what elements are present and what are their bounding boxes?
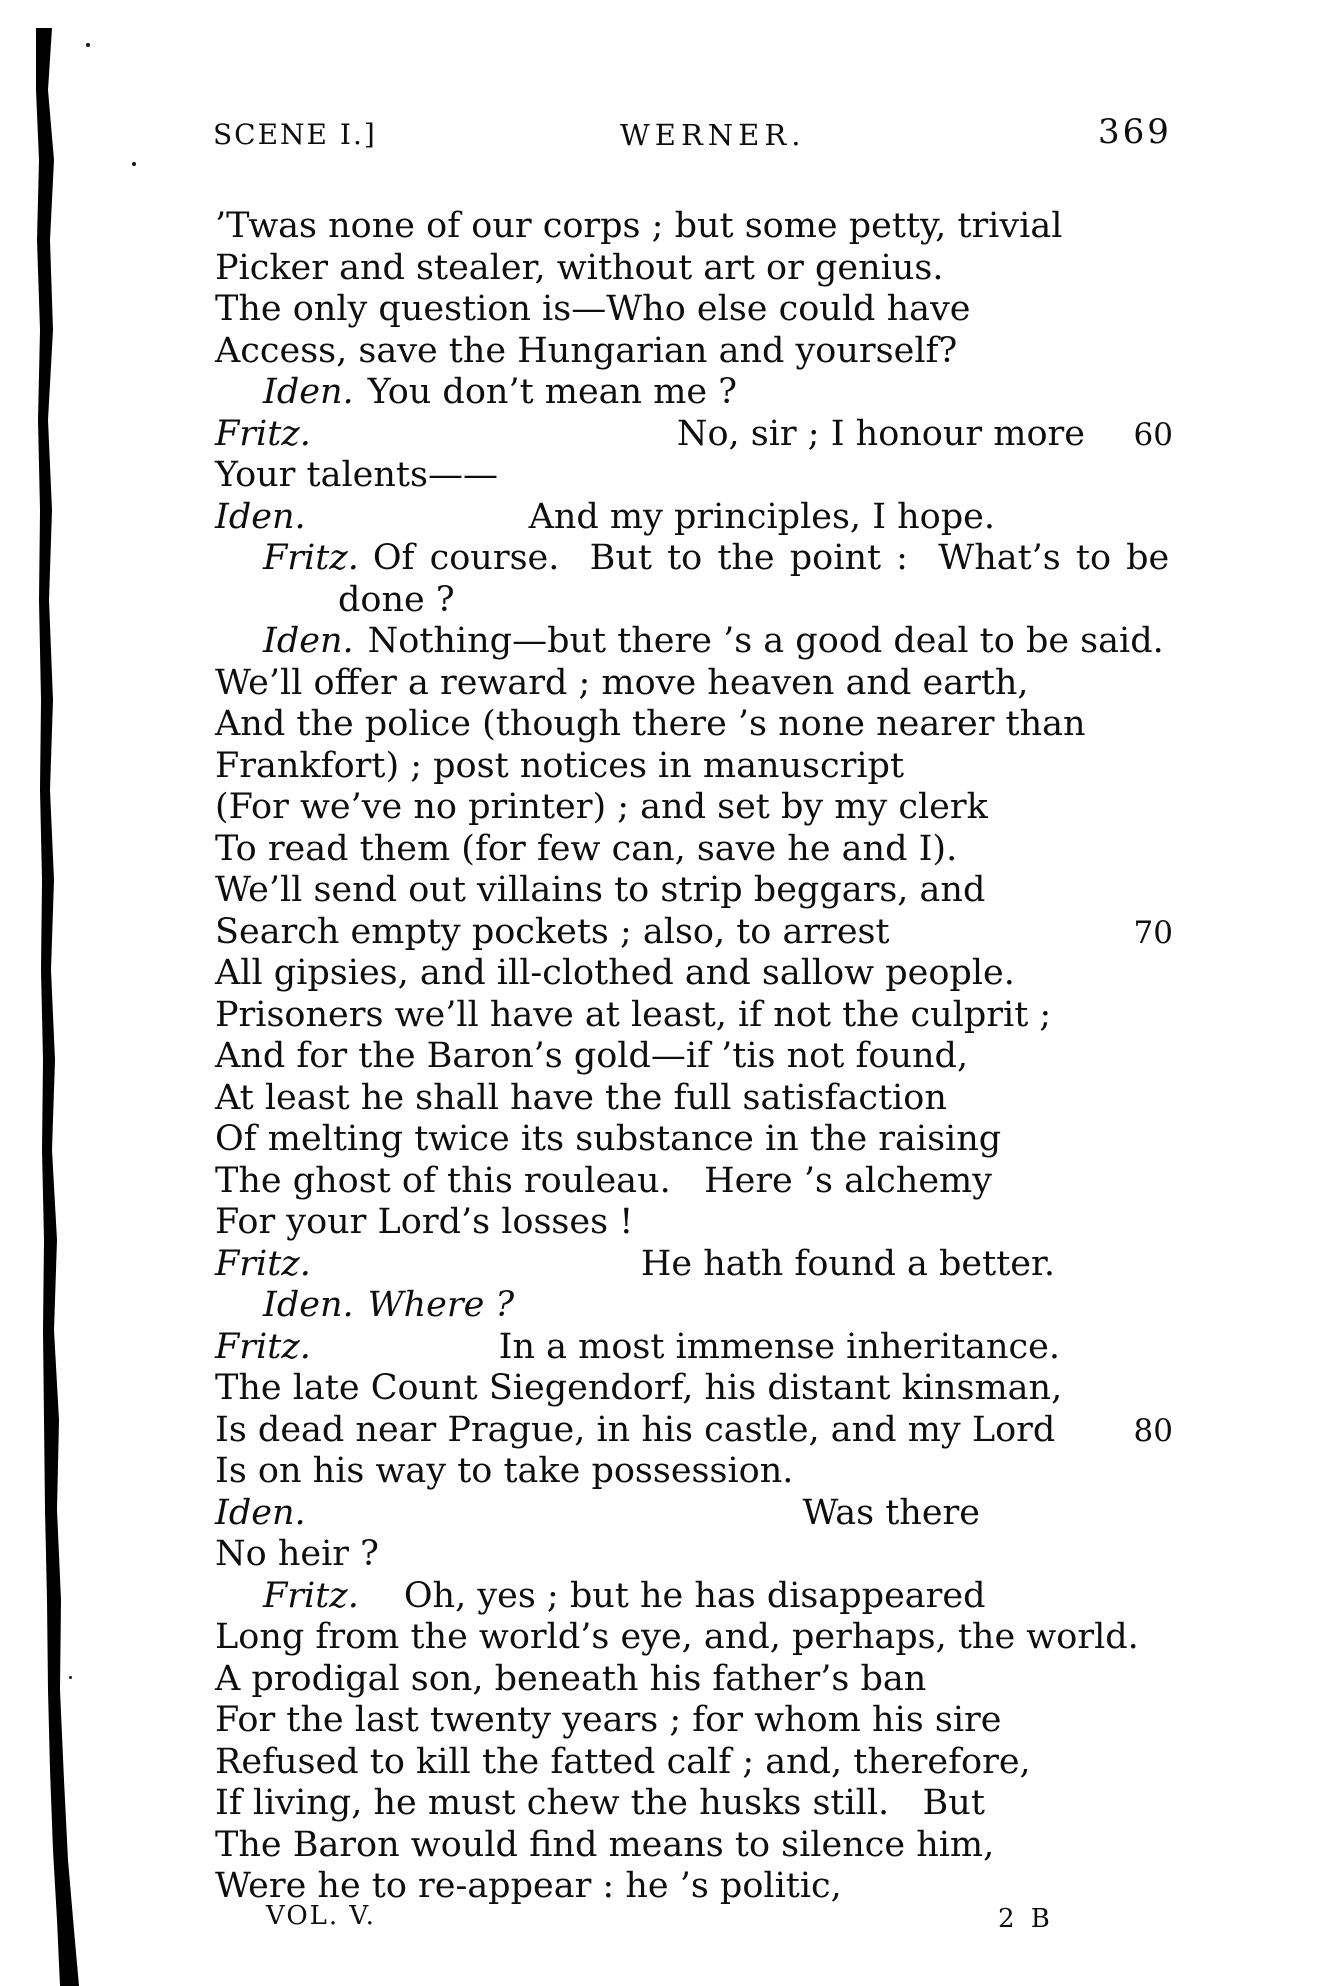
speaker-name: Iden. xyxy=(263,372,354,412)
verse-line xyxy=(215,1783,1173,1825)
scan-speck xyxy=(132,162,136,166)
scan-speck xyxy=(86,43,90,47)
dialogue-line xyxy=(215,1576,1173,1618)
verse-line xyxy=(215,1161,1173,1203)
verse-line xyxy=(215,1119,1173,1161)
verse-line xyxy=(215,1534,1173,1576)
verse-text: Access, save the Hungarian and yourself? xyxy=(215,330,958,371)
speaker-name: Iden. xyxy=(263,1285,354,1325)
dialogue-line xyxy=(215,621,1173,663)
verse-line xyxy=(215,289,1173,331)
verse-text: Frankfort) ; post notices in manuscript xyxy=(215,745,905,786)
verse-text: No heir ? xyxy=(215,1534,379,1574)
line-number: 60 xyxy=(1133,416,1173,453)
dialogue-line xyxy=(215,538,1173,580)
dialogue-line xyxy=(215,414,1173,456)
speaker-name: Fritz. xyxy=(215,1326,311,1367)
page-number: 369 xyxy=(1098,112,1172,152)
verse-text: A prodigal son, beneath his father’s ban xyxy=(215,1658,927,1699)
verse-line xyxy=(215,829,1173,871)
verse-text: Prisoners we’ll have at least, if not the culprit ; xyxy=(215,994,1052,1035)
verse-line xyxy=(215,1659,1173,1701)
speaker-name: Iden. xyxy=(215,1492,306,1533)
verse-text: For the last twenty years ; for whom his sire xyxy=(215,1700,1002,1740)
verse-text: For your Lord’s losses ! xyxy=(215,1202,634,1242)
verse-text: To read them (for few can, save he and I). xyxy=(215,828,958,869)
play-text xyxy=(215,206,1173,1908)
verse-text: The Baron would find means to silence him, xyxy=(215,1824,995,1865)
verse-text: And the police (though there ’s none nearer than xyxy=(215,704,1086,744)
verse-line xyxy=(215,1617,1173,1659)
dialogue-line xyxy=(215,1493,1173,1535)
verse-text: Oh, yes ; but he has disappeared xyxy=(403,1575,986,1616)
signature-mark: 2 B xyxy=(998,1904,1054,1934)
verse-line xyxy=(215,663,1173,705)
verse-text: Search empty pockets ; also, to arrest xyxy=(215,911,890,952)
scene-label: SCENE I.] xyxy=(213,118,377,151)
verse-text: We’ll send out villains to strip beggars, and xyxy=(215,870,986,910)
verse-line xyxy=(215,1410,1173,1452)
speaker-name: Fritz. xyxy=(215,1243,311,1284)
verse-text: Was there xyxy=(802,1492,980,1533)
dialogue-line xyxy=(215,1327,1173,1369)
speaker-name: Fritz. xyxy=(263,538,359,578)
verse-line xyxy=(215,1202,1173,1244)
verse-text: Is dead near Prague, in his castle, and my Lord xyxy=(215,1409,1056,1450)
verse-line xyxy=(215,331,1173,373)
speaker-name: Fritz. xyxy=(263,1575,359,1616)
running-title: WERNER. xyxy=(620,118,806,152)
verse-text: Refused to kill the fatted calf ; and, therefore, xyxy=(215,1741,1031,1782)
binding-strip xyxy=(36,28,79,1986)
verse-text: Picker and stealer, without art or genius. xyxy=(215,247,944,288)
verse-line xyxy=(215,1825,1173,1867)
verse-text: In a most immense inheritance. xyxy=(498,1326,1060,1367)
verse-text: Where ? xyxy=(367,1285,515,1325)
speaker-name: Fritz. xyxy=(215,413,311,454)
speaker-name: Iden. xyxy=(215,496,306,537)
verse-text: The ghost of this rouleau. Here ’s alchemy xyxy=(215,1160,992,1201)
verse-text: At least he shall have the full satisfaction xyxy=(215,1077,947,1118)
verse-line xyxy=(215,248,1173,290)
verse-text: He hath found a better. xyxy=(640,1243,1055,1284)
verse-line xyxy=(215,455,1173,497)
verse-line xyxy=(215,1451,1173,1493)
verse-line xyxy=(215,580,1173,622)
verse-text: Nothing—but there ’s a good deal to be said. xyxy=(367,621,1164,661)
scan-speck xyxy=(69,1676,72,1679)
verse-text: And my principles, I hope. xyxy=(528,496,995,537)
dialogue-line xyxy=(215,1244,1173,1286)
verse-text: Is on his way to take possession. xyxy=(215,1451,794,1491)
verse-text: Your talents—— xyxy=(215,455,498,495)
verse-line xyxy=(215,704,1173,746)
line-number: 80 xyxy=(1133,1412,1173,1449)
line-number: 70 xyxy=(1133,914,1173,951)
verse-text: Of melting twice its substance in the raising xyxy=(215,1119,1002,1159)
verse-line xyxy=(215,206,1173,248)
verse-text: Long from the world’s eye, and, perhaps, the world. xyxy=(215,1617,1139,1657)
verse-line xyxy=(215,995,1173,1037)
dialogue-line xyxy=(215,497,1173,539)
verse-text: All gipsies, and ill-clothed and sallow people. xyxy=(215,953,1015,993)
verse-text: And for the Baron’s gold—if ’tis not found, xyxy=(215,1036,969,1076)
verse-line xyxy=(215,1036,1173,1078)
verse-text: You don’t mean me ? xyxy=(367,372,737,412)
verse-line xyxy=(215,1742,1173,1784)
verse-text: We’ll offer a reward ; move heaven and earth, xyxy=(215,662,1029,703)
verse-text: The late Count Siegendorf, his distant kinsman, xyxy=(215,1368,1063,1408)
dialogue-line xyxy=(215,372,1173,414)
speaker-name: Iden. xyxy=(263,621,354,661)
verse-text: The only question is—Who else could have xyxy=(215,289,971,329)
verse-text: If living, he must chew the husks still. But xyxy=(215,1783,985,1823)
verse-line xyxy=(215,953,1173,995)
verse-line xyxy=(215,912,1173,954)
binding-shadow xyxy=(0,0,120,1986)
verse-line xyxy=(215,870,1173,912)
verse-text: Were he to re-appear : he ’s politic, xyxy=(215,1866,842,1906)
verse-text: done ? xyxy=(338,579,455,620)
verse-line xyxy=(215,1700,1173,1742)
verse-line xyxy=(215,1078,1173,1120)
volume-label: VOL. V. xyxy=(266,1901,376,1931)
verse-text: Of course. But to the point : What’s to be xyxy=(372,538,1170,578)
verse-text: (For we’ve no printer) ; and set by my clerk xyxy=(215,787,988,827)
verse-text: No, sir ; I honour more xyxy=(676,413,1085,454)
verse-text: ’Twas none of our corps ; but some petty, trivial xyxy=(215,206,1063,246)
verse-line xyxy=(215,746,1173,788)
verse-line xyxy=(215,787,1173,829)
dialogue-line xyxy=(215,1285,1173,1327)
verse-line xyxy=(215,1368,1173,1410)
